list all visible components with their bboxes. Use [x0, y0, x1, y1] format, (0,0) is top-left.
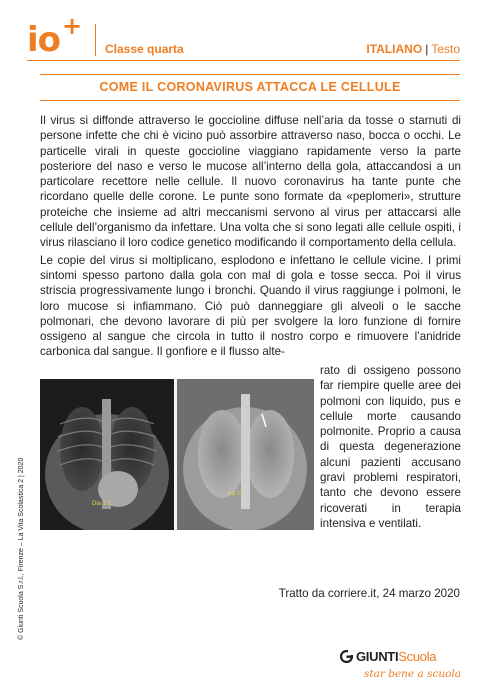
article-body [40, 113, 461, 360]
logo-plus-icon: + [62, 12, 83, 40]
title-rule-top [40, 74, 460, 75]
giunti-g-icon [340, 650, 353, 663]
io-plus-logo: io [27, 20, 61, 60]
class-label: Classe quarta [105, 42, 184, 56]
article-title: COME IL CORONAVIRUS ATTACCA LE CELLULE [99, 80, 401, 94]
xray-right-label: Dia 10 [228, 491, 243, 497]
paragraph-2: Le copie del virus si moltiplicano, esplodono e infettano le cellule vicine. I primi sintomi spesso partono dalla gola con mal di gola e tosse secca. Poi il virus striscia progressivamente lungo i bronchi. Quando il virus raggiunge i polmoni, le loro mucose si infiammano. Ciò può danneggiare gli alveoli o le sacche polmonari, che devono lavorare di più per svolgere la loro funzione di fornire ossigeno al sangue che circola in tutto il nostro corpo e rimuovere l’anidride carbonica dal sangue. Il gonfiore e il flusso alte- [40, 253, 461, 359]
giunti-scuola-logo [356, 649, 436, 664]
header-rule [27, 60, 460, 61]
article-source: Tratto da corriere.it, 24 marzo 2020 [278, 587, 460, 600]
chest-xray-image [40, 379, 314, 530]
subject-label [366, 42, 460, 56]
title-rule-bottom [40, 100, 460, 101]
subject-separator: | [425, 42, 429, 56]
header-divider [95, 24, 96, 56]
xray-drawing [40, 379, 314, 530]
paragraph-2-continued: rato di ossigeno possono far riempire quelle aree dei polmoni con liquido, pus e cellule morte causando polmonite. Proprio a causa di questa degenerazione alcuni pazienti accusano gravi problemi respiratori, tanto che devono essere ricoverati in terapia intensiva e ventilati. [320, 364, 461, 530]
section-name: Testo [431, 42, 460, 56]
side-credit: © Giunti Scuola S.r.l., Firenze – La Vita Scolastica 2 | 2020 [18, 457, 25, 640]
brand-suffix: Scuola [398, 649, 437, 664]
paragraph-1: Il virus si diffonde attraverso le goccioline diffuse nell’aria da tosse o starnuti di persone infette che chi è vicino può assorbire attraverso naso, bocca o occhi. Le particelle virali in queste goccioline viaggiano rapidamente verso la parte posteriore del naso e verso le mucose all’interno della gola, attaccandosi a un particolare recettore nelle cellule. Il nuovo coronavirus ha tante punte che ricordano quelle delle corone. Le punte sono formate da «peplomeri», strutture proteiche che insieme ad altri meccanismi servono al virus per attaccarsi alle cellule dell’organismo da infettare. Una volta che si sono legati alle cellule ospiti, i virus rilasciano il loro codice genetico modificando il comportamento della cellula. [40, 114, 461, 250]
subject-name: ITALIANO [366, 42, 423, 56]
brand-tagline: star bene a scuola [364, 668, 462, 680]
xray-left-label: Dia 1.2 [92, 501, 112, 507]
brand-name: GIUNTI [356, 649, 399, 664]
